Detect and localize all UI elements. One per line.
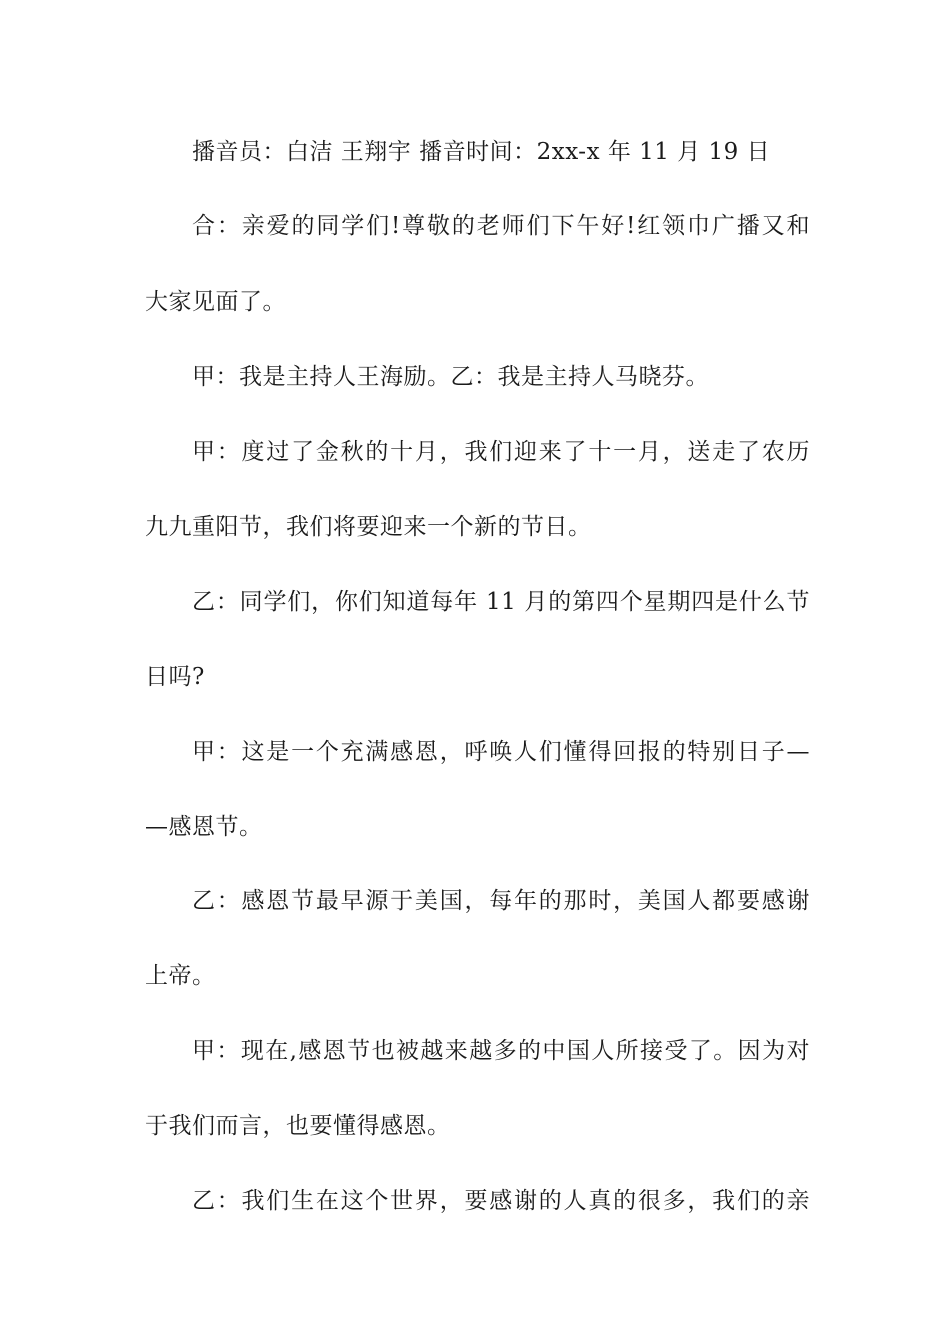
paragraph-line: 日吗? — [145, 664, 205, 690]
paragraph-line: 甲：我是主持人王海励。乙：我是主持人马晓芬。 — [192, 364, 709, 390]
paragraph-line: 甲：度过了金秋的十月，我们迎来了十一月，送走了农历 — [192, 439, 810, 465]
broadcast-info-line: 播音员：白洁 王翔宇 播音时间：2xx-x 年 11 月 19 日 — [192, 139, 771, 165]
paragraph-line: 于我们而言，也要懂得感恩。 — [145, 1113, 451, 1139]
paragraph-line: 乙：同学们，你们知道每年 11 月的第四个星期四是什么节 — [192, 589, 810, 615]
paragraph-line: 甲：这是一个充满感恩，呼唤人们懂得回报的特别日子— — [192, 739, 810, 765]
paragraph-line: 大家见面了。 — [145, 289, 286, 315]
paragraph-line: 乙：感恩节最早源于美国，每年的那时，美国人都要感谢 — [192, 888, 810, 914]
paragraph-line: 甲：现在,感恩节也被越来越多的中国人所接受了。因为对 — [192, 1038, 810, 1064]
paragraph-line: —感恩节。 — [145, 814, 263, 840]
paragraph-line: 乙：我们生在这个世界，要感谢的人真的很多，我们的亲 — [192, 1188, 810, 1214]
paragraph-line: 上帝。 — [145, 963, 216, 989]
paragraph-line: 合：亲爱的同学们!尊敬的老师们下午好!红领巾广播又和 — [192, 213, 810, 239]
paragraph-line: 九九重阳节，我们将要迎来一个新的节日。 — [145, 514, 592, 540]
